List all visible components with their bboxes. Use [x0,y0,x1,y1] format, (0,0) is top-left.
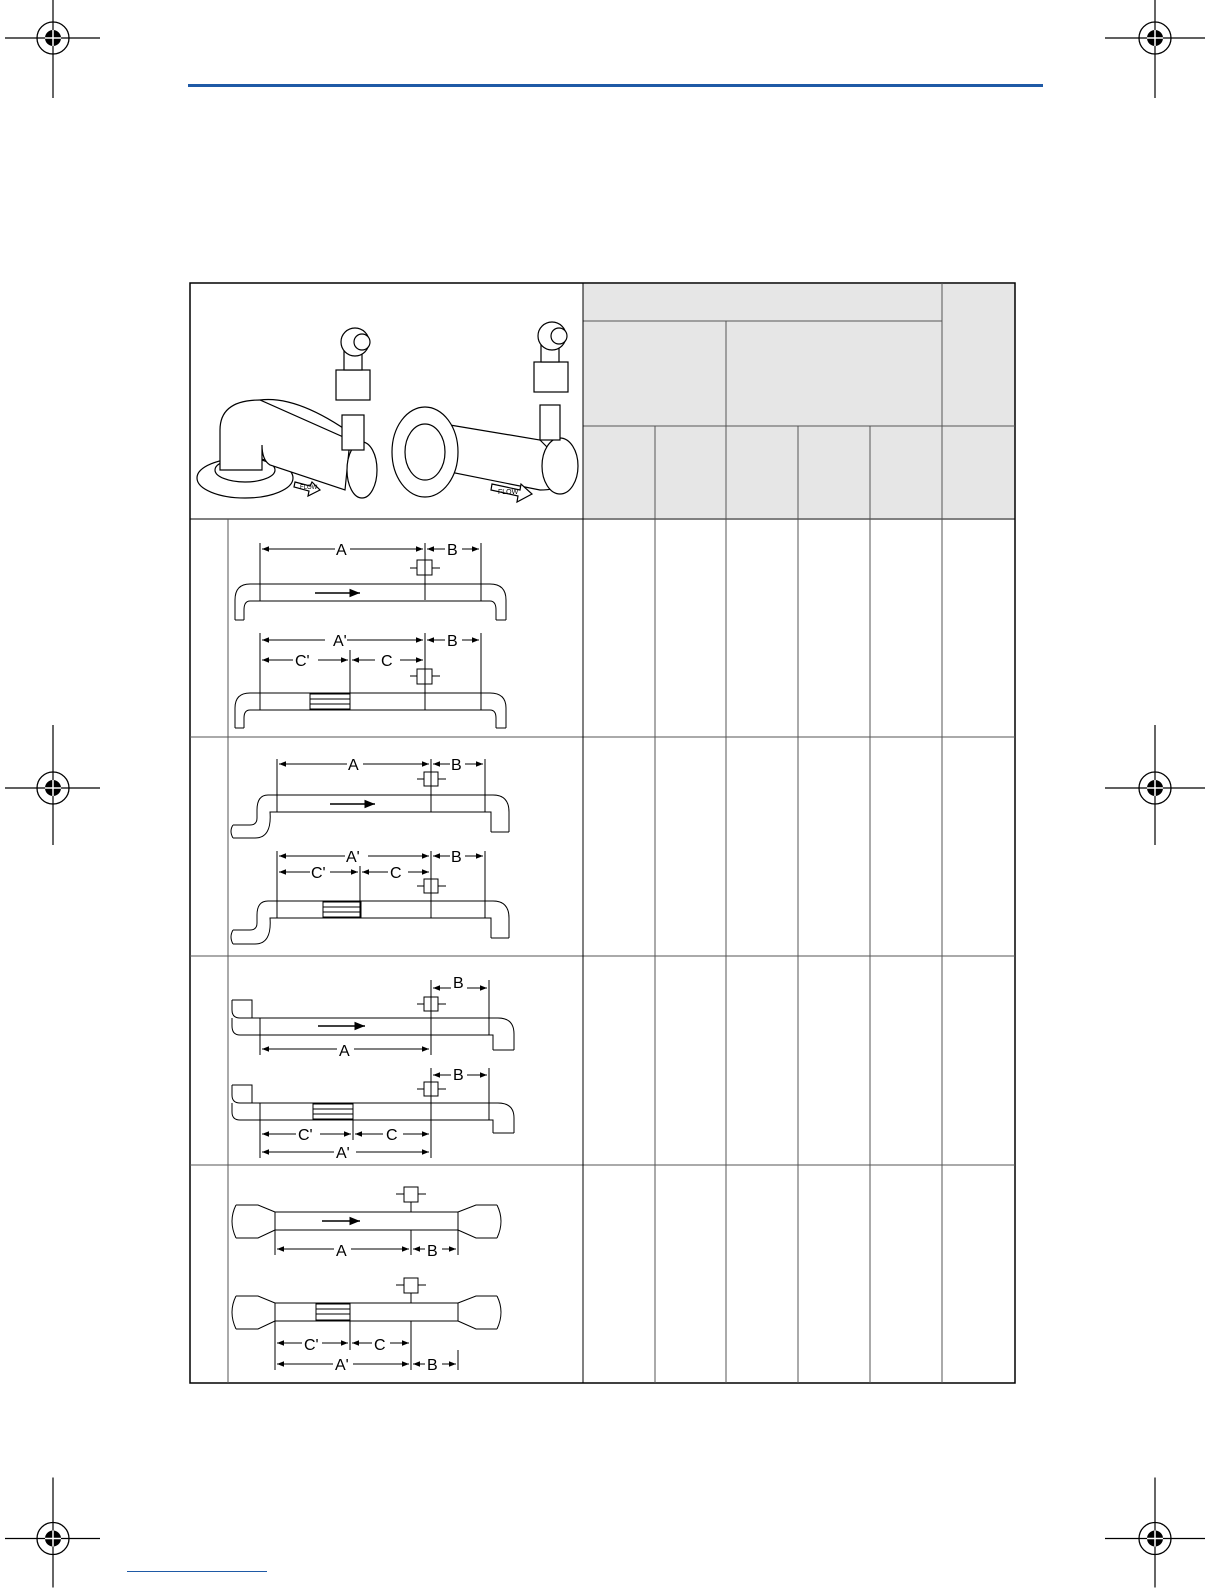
dim-label-b: B [427,1357,438,1374]
dim-label-c-prime: C' [298,1127,313,1144]
header-shading [583,284,1015,518]
dim-label-c-prime: C' [295,653,310,670]
dim-label-c: C [390,865,402,882]
dim-label-a: A [336,542,347,559]
pipe-elbow-illustration [197,328,377,498]
dim-label-a-prime: A' [333,633,347,650]
dim-label-b: B [447,542,458,559]
dim-label-b: B [453,975,464,992]
dim-label-c: C [386,1127,398,1144]
pipe-flange-illustration [392,322,578,502]
diagram-row1-labels [295,542,458,670]
dim-label-b: B [451,849,462,866]
diagram-row4 [232,1187,501,1370]
dim-label-c: C [381,653,393,670]
dim-label-a: A [348,757,359,774]
diagram-row2 [231,759,509,944]
dim-label-c-prime: C' [304,1337,319,1354]
flow-label-right: FLOW [498,489,519,496]
dim-label-c-prime: C' [311,865,326,882]
dim-label-b: B [453,1067,464,1084]
dim-label-a: A [339,1043,350,1060]
dim-label-a-prime: A' [335,1357,349,1374]
dim-label-c: C [374,1337,386,1354]
diagram-row3 [232,980,514,1158]
dim-label-b: B [451,757,462,774]
dim-label-a-prime: A' [346,849,360,866]
flow-label-left: FLOW [300,485,318,491]
diagram-row1 [235,543,506,728]
dim-label-b: B [427,1243,438,1260]
diagram-row2-labels [311,757,462,882]
dim-label-b: B [447,633,458,650]
dim-label-a: A [336,1243,347,1260]
dim-label-a-prime: A' [336,1145,350,1162]
